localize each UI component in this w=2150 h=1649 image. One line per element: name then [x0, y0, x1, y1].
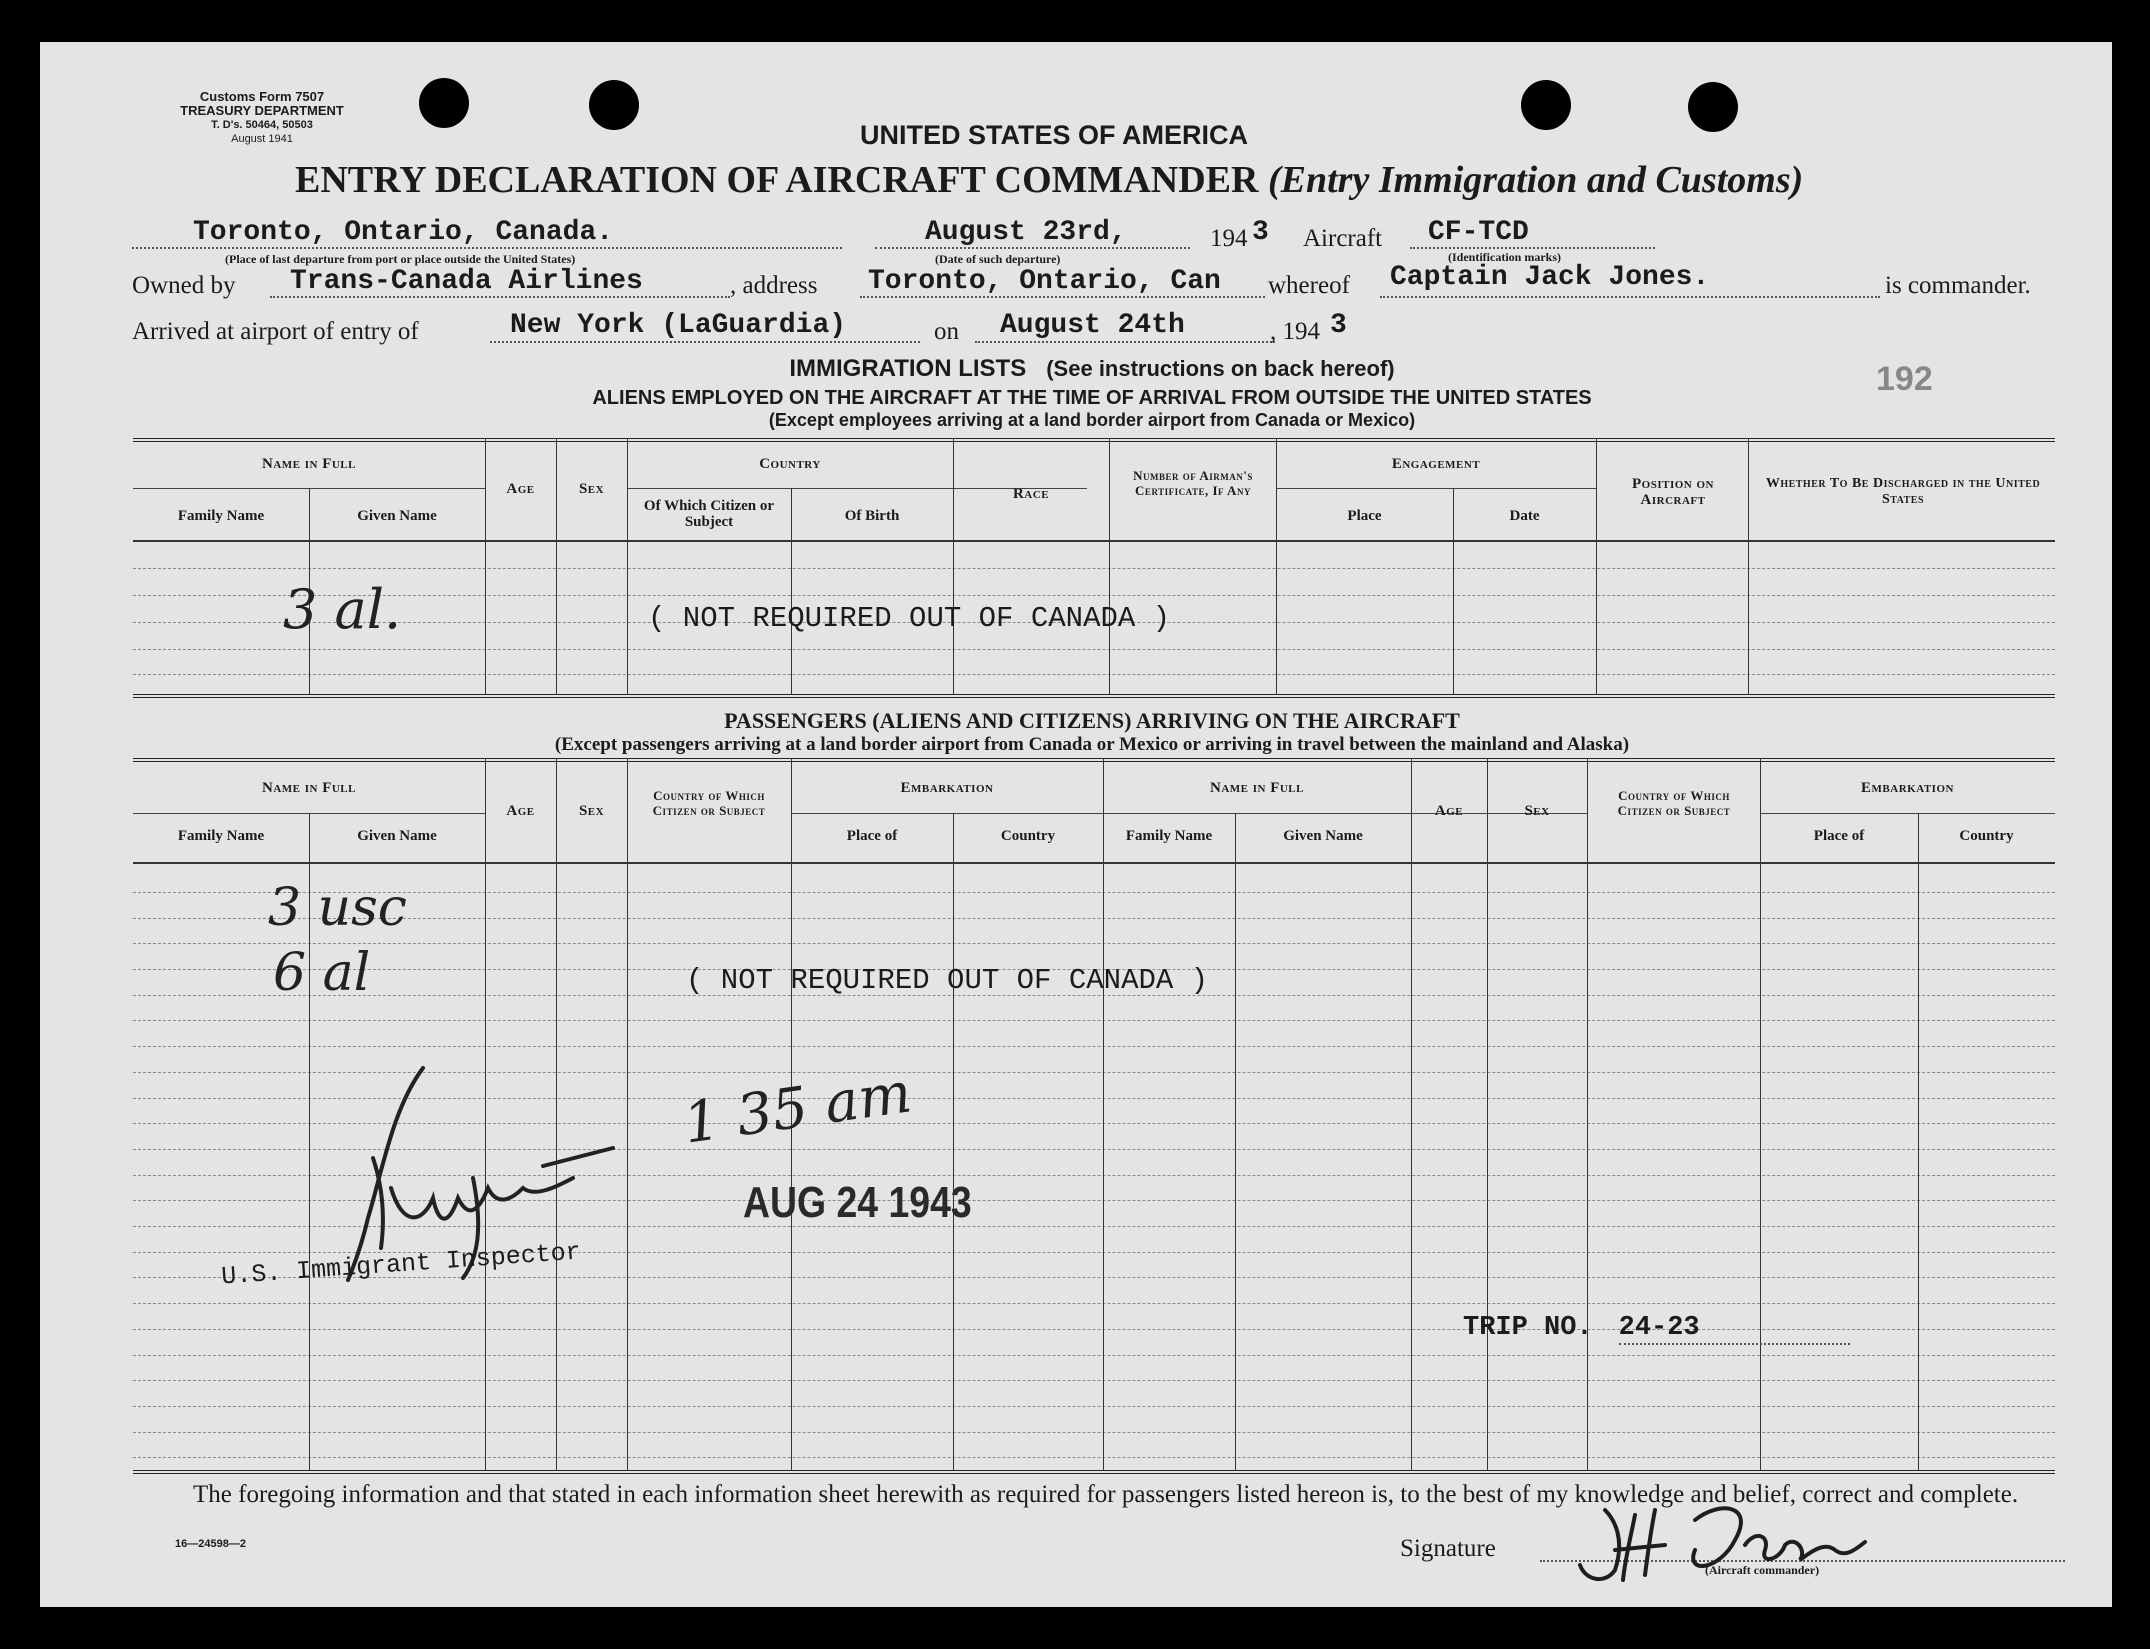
subheader-rule	[1760, 813, 2055, 814]
col-discharged: Whether To Be Discharged in the United States	[1765, 476, 2041, 507]
col-country: Country	[759, 456, 821, 472]
row-rule	[133, 1406, 2055, 1407]
col-date: Date	[1509, 508, 1540, 524]
pax-col-age-2: Age	[1434, 803, 1464, 819]
subheader-rule	[791, 813, 1235, 814]
arrival-date-stamp: AUG 24 1943	[743, 1178, 972, 1227]
year-suffix-1: 3	[1252, 217, 1269, 248]
signature-label: Signature	[1400, 1535, 1496, 1562]
pax-col-place-of-2: Place of	[1813, 828, 1865, 844]
column-rule	[1596, 438, 1597, 694]
departure-place-caption: (Place of last departure from port or place outside the United States)	[225, 252, 576, 266]
col-place: Place	[1347, 508, 1382, 524]
pax-col-name-in-full: Name in Full	[261, 780, 356, 796]
dotted-line	[490, 341, 920, 343]
document-title	[295, 158, 1803, 202]
passengers-heading	[132, 708, 2052, 756]
address-label: , address	[730, 272, 818, 299]
col-of-birth: Of Birth	[844, 508, 900, 524]
column-rule	[1487, 758, 1488, 1470]
header-rule	[133, 862, 2055, 864]
column-rule	[1760, 758, 1761, 1470]
aircraft-label: Aircraft	[1303, 225, 1383, 252]
trip-number: 24-23	[1619, 1313, 1850, 1345]
pax-col-sex: Sex	[578, 803, 605, 819]
year-prefix-2: , 194	[1270, 318, 1320, 345]
punch-hole	[419, 78, 469, 128]
pax-col-family-name: Family Name	[177, 828, 265, 844]
row-rule	[133, 1020, 2055, 1021]
commander: Captain Jack Jones.	[1390, 262, 1710, 293]
treasury-decisions: T. D's. 50464, 50503	[211, 119, 313, 131]
header-rule	[133, 540, 2055, 542]
passengers-table	[133, 758, 2055, 1478]
date-caption: (Date of such departure)	[935, 252, 1061, 266]
column-rule	[1276, 438, 1277, 694]
column-rule	[1587, 758, 1588, 1470]
print-code: 16—24598—2	[175, 1538, 246, 1550]
immigration-title: IMMIGRATION LISTS	[789, 355, 1027, 382]
row-rule	[133, 943, 2055, 944]
col-age: Age	[506, 481, 535, 497]
title-sub: (Entry Immigration and Customs)	[1267, 159, 1804, 201]
handwritten-aliens-count: 3 al.	[283, 578, 402, 641]
department: TREASURY DEPARTMENT	[180, 103, 344, 118]
owned-label: Owned by	[132, 272, 236, 299]
column-rule	[1748, 438, 1749, 694]
row-rule	[133, 1432, 2055, 1433]
pax-col-embarkation-2: Embarkation	[1861, 780, 1954, 796]
pax-col-place-of: Place of	[846, 828, 898, 844]
owner: Trans-Canada Airlines	[290, 266, 643, 297]
rule	[133, 758, 2055, 762]
passengers-note: (Except passengers arriving at a land border airport from Canada or Mexico or arriving in travel between the mainland and Alaska)	[554, 734, 1630, 755]
departure-place: Toronto, Ontario, Canada.	[193, 217, 614, 248]
row-rule	[133, 1457, 2055, 1458]
row-rule	[133, 1046, 2055, 1047]
pax-col-country-citizen-2: Country of Which Citizen or Subject	[1617, 788, 1731, 818]
dotted-line	[975, 341, 1275, 343]
row-rule	[133, 1303, 2055, 1304]
col-position: Position on Aircraft	[1632, 476, 1714, 508]
pax-col-sex-2: Sex	[1524, 803, 1550, 819]
row-rule	[133, 1355, 2055, 1356]
col-family-name: Family Name	[177, 508, 265, 524]
rule	[133, 1470, 2055, 1474]
column-rule	[556, 438, 557, 694]
immigration-subtitle: ALIENS EMPLOYED ON THE AIRCRAFT AT THE TIME OF ARRIVAL FROM OUTSIDE THE UNITED STATES	[592, 387, 1592, 409]
punch-hole	[589, 80, 639, 130]
dotted-line	[860, 296, 1265, 298]
column-rule	[953, 813, 954, 1470]
dotted-line	[875, 247, 1190, 249]
immigration-table	[133, 438, 2055, 702]
aircraft-id: CF-TCD	[1428, 217, 1529, 248]
passengers-title: PASSENGERS (ALIENS AND CITIZENS) ARRIVING ON THE AIRCRAFT	[724, 708, 1460, 733]
rule	[133, 438, 2055, 442]
col-certificate: Number of Airman's Certificate, If Any	[1133, 468, 1253, 498]
row-rule	[133, 649, 2055, 650]
title-main: ENTRY DECLARATION OF AIRCRAFT COMMANDER	[295, 159, 1259, 201]
signature-caption: (Aircraft commander)	[1705, 1563, 1820, 1577]
col-sex: Sex	[578, 481, 605, 497]
commander-suffix: is commander.	[1885, 272, 2031, 299]
dotted-line	[270, 296, 730, 298]
passengers-not-required: ( NOT REQUIRED OUT OF CANADA )	[686, 964, 1209, 997]
pax-col-age: Age	[506, 803, 535, 819]
trip-label: TRIP NO.	[1463, 1313, 1593, 1343]
pax-col-name-in-full-2: Name in Full	[1209, 780, 1304, 796]
handwritten-passengers-2: 6 al	[273, 943, 371, 1003]
dotted-line	[1380, 296, 1880, 298]
pax-col-country-citizen: Country of Which Citizen or Subject	[652, 788, 766, 818]
column-rule	[627, 438, 628, 694]
column-rule	[485, 438, 486, 694]
col-citizen-of: Of Which Citizen or Subject	[643, 498, 775, 530]
immigration-heading	[132, 355, 2052, 431]
handwritten-time: 1 35 am	[679, 1060, 916, 1157]
row-rule	[133, 568, 2055, 569]
dotted-line	[1410, 247, 1655, 249]
whereof-label: whereof	[1268, 272, 1350, 299]
row-rule	[133, 674, 2055, 675]
handwritten-passengers-1: 3 usc	[268, 878, 407, 938]
arrival-date: August 24th	[1000, 310, 1185, 341]
departure-date: August 23rd,	[925, 217, 1127, 248]
certification-text: The foregoing information and that stated in each information sheet herewith as required for passengers listed hereon is, to the best of my knowledge and belief, correct and complete.	[193, 1481, 2019, 1508]
country-heading: UNITED STATES OF AMERICA	[860, 120, 1248, 150]
col-name-in-full: Name in Full	[261, 456, 356, 472]
row-rule	[133, 1380, 2055, 1381]
rule	[133, 694, 2055, 698]
commander-signature	[1545, 1480, 1885, 1590]
year-suffix-2: 3	[1330, 310, 1347, 341]
col-given-name: Given Name	[357, 508, 437, 524]
pax-col-embarkation: Embarkation	[900, 780, 994, 796]
trip-number-block	[1463, 1313, 1850, 1343]
immigration-note: (See instructions on back hereof)	[1046, 356, 1395, 381]
pax-col-country-2: Country	[1959, 828, 2014, 844]
year-prefix-1: 194	[1210, 225, 1248, 252]
subheader-rule	[1276, 488, 1596, 489]
pax-col-family-name-2: Family Name	[1125, 828, 1213, 844]
column-rule	[1103, 758, 1104, 1470]
row-rule	[133, 918, 2055, 919]
column-rule	[1109, 438, 1110, 694]
column-rule	[1918, 813, 1919, 1470]
column-rule	[1235, 813, 1236, 1470]
col-race: Race	[1012, 486, 1050, 502]
dotted-line	[132, 247, 842, 249]
form-id-block	[122, 90, 402, 146]
arrived-label: Arrived at airport of entry of	[132, 318, 419, 345]
immigration-not-required: ( NOT REQUIRED OUT OF CANADA )	[648, 602, 1171, 635]
pax-col-given-name: Given Name	[357, 828, 437, 844]
row-rule	[133, 892, 2055, 893]
pax-col-country: Country	[1000, 828, 1056, 844]
punch-hole	[1688, 82, 1738, 132]
form-number: Customs Form 7507	[199, 89, 325, 104]
column-rule	[953, 438, 954, 694]
row-rule	[133, 595, 2055, 596]
aircraft-caption: (Identification marks)	[1448, 250, 1561, 264]
form-date: August 1941	[231, 133, 293, 145]
punch-hole	[1521, 80, 1571, 130]
stamped-number: 192	[1876, 360, 1933, 398]
address: Toronto, Ontario, Can	[868, 266, 1221, 297]
inspector-label: U.S. Immigrant Inspector	[220, 1237, 582, 1292]
arrival-airport: New York (LaGuardia)	[510, 310, 847, 341]
on-label: on	[934, 318, 959, 345]
col-engagement: Engagement	[1391, 456, 1481, 472]
pax-col-given-name-2: Given Name	[1283, 828, 1363, 844]
column-rule	[1411, 758, 1412, 1470]
immigration-subnote: (Except employees arriving at a land border airport from Canada or Mexico)	[768, 410, 1416, 430]
